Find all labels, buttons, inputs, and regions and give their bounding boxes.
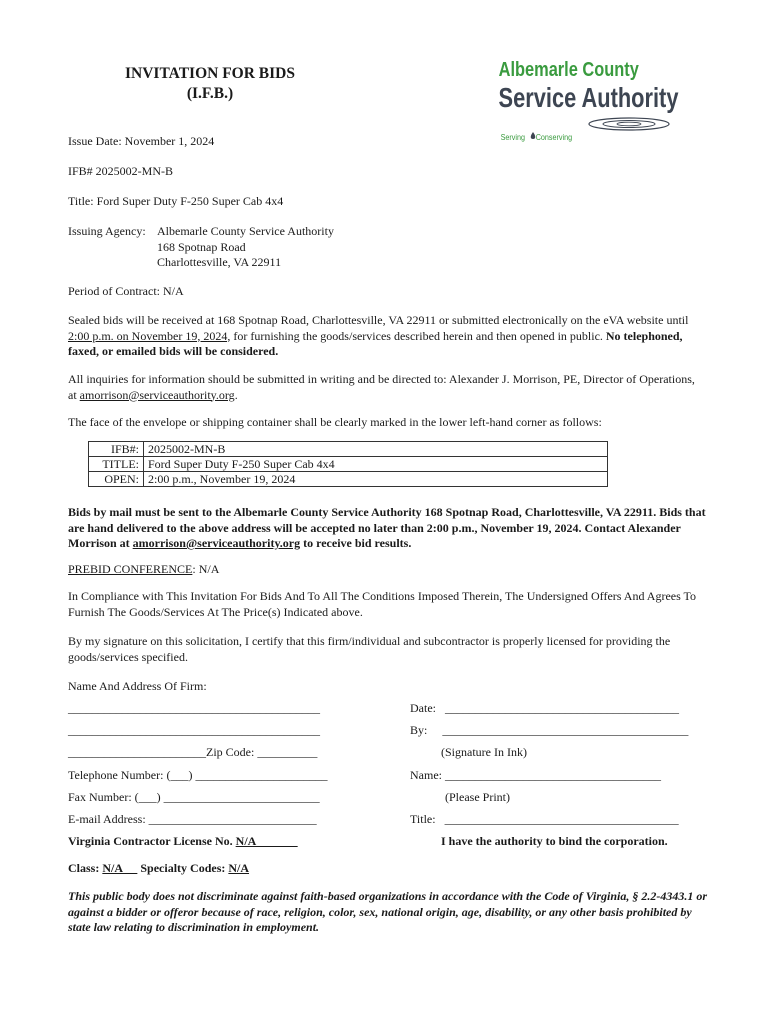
title-field[interactable]: Title: _______________________________________ [410,812,679,826]
logo-tagline-left: Serving [500,132,526,143]
specialty-label: Specialty Codes: [137,861,229,875]
table-row [89,472,608,487]
by-signature-field[interactable]: By: _________________________________________ [410,723,689,737]
row-label: OPEN: [89,472,144,487]
table-row [89,457,608,472]
compliance-paragraph: In Compliance with This Invitation For Bids And To All The Conditions Imposed Therein, The Undersigned Offers And Agrees To Furnish The Goods/Services At The Price(s) Indicated above. [68,589,697,619]
zip-code-field[interactable]: _______________________Zip Code: __________ [68,745,318,759]
sealed-bids-paragraph [68,313,708,360]
firm-address-line-1[interactable]: __________________________________________ [68,701,320,715]
prebid-conference [68,562,219,578]
mail-text: Bids by mail must be sent to the Albemarle County Service Authority 168 Spotnap Road, Charlottesville, VA 22911. Bids that are hand delivered to the above address will be accepted no later than 2:00 p.m., November 19, 2024. Contact Alexander Morrison at [68,505,706,550]
prebid-value: : N/A [192,562,220,576]
certify-paragraph: By my signature on this solicitation, I certify that this firm/individual and subcontractor is properly licensed for providing the goods/services specified. [68,634,671,664]
inquiries-email-link[interactable]: amorrison@serviceauthority.org [79,387,235,402]
document-title [100,64,320,104]
sealed-deadline: 2:00 p.m. on November 19, 2024, [68,328,231,343]
class-value[interactable]: N/A [102,861,138,875]
inquiries-paragraph [68,372,698,403]
class-label: Class: [68,861,103,875]
agency-label: Issuing Agency: [68,224,146,238]
albemarle-logo [497,52,687,144]
non-discrimination-disclaimer: This public body does not discriminate against faith-based organizations in accordance with the Code of Virginia, § 2.2-4343.1 or against a bidder or offeror because of race, religion, color, sex, national origin, age, disability, or any other basis prohibited by state law relating to discrimination in employment. [68,889,708,934]
sealed-text-2: for furnishing the goods/services described herein and then opened in public. [230,328,606,343]
droplet-icon [531,132,536,139]
firm-address-line-2[interactable]: __________________________________________ [68,723,320,737]
contractor-license [68,834,298,850]
sealed-warning: No telephoned, faxed, or emailed bids will be considered. [68,328,683,358]
envelope-intro: The face of the envelope or shipping container shall be clearly marked in the lower left-hand corner as follows: [68,415,602,429]
logo-tagline-right: Conserving [535,132,573,143]
row-value: Ford Super Duty F-250 Super Cab 4x4 [144,457,608,472]
fax-field[interactable]: Fax Number: (___) __________________________ [68,790,320,804]
name-field[interactable]: Name: ____________________________________ [410,768,661,782]
ifb-number: IFB# 2025002-MN-B [68,164,174,178]
agency-name: Albemarle County Service Authority [157,224,334,238]
print-hint: (Please Print) [445,790,510,804]
date-field[interactable]: Date: _______________________________________ [410,701,679,715]
agency-city: Charlottesville, VA 22911 [157,255,282,269]
period-of-contract: Period of Contract: N/A [68,284,184,298]
row-label: IFB#: [89,442,144,457]
inquiries-end: . [234,387,238,402]
table-row [89,442,608,457]
agency-street: 168 Spotnap Road [157,239,246,254]
license-value[interactable]: N/A [235,834,298,848]
row-value: 2:00 p.m., November 19, 2024 [144,472,608,487]
envelope-marking-table [88,441,608,487]
row-value: 2025002-MN-B [144,442,608,457]
email-field[interactable]: E-mail Address: ____________________________ [68,812,317,826]
telephone-field[interactable]: Telephone Number: (___) ______________________ [68,768,328,782]
title-line-1: INVITATION FOR BIDS [125,65,295,82]
logo-line-2: Service Authority [498,82,679,114]
mail-email-link[interactable]: amorrison@serviceauthority.org [132,536,301,550]
agency-address [157,224,334,271]
logo-line-1: Albemarle County [498,57,639,81]
firm-name-address-label: Name And Address Of Firm: [68,679,207,693]
inquiries-text: All inquiries for information should be submitted in writing and be directed to: Alexander J. Morrison, PE, Director of Operations, at [68,372,695,402]
title-line-2: (I.F.B.) [186,85,234,102]
issue-date: Issue Date: November 1, 2024 [68,134,215,148]
mail-end: to receive bid results. [300,536,412,550]
sealed-text-1: Sealed bids will be received at 168 Spotnap Road, Charlottesville, VA 22911 or submitted electronically on the eVA website until [68,313,689,327]
mail-paragraph [68,505,708,552]
bid-title: Title: Ford Super Duty F-250 Super Cab 4x4 [68,194,284,208]
prebid-label: PREBID CONFERENCE [68,562,193,576]
row-label: TITLE: [89,457,144,472]
class-specialty-line [68,861,249,877]
signature-hint: (Signature In Ink) [441,745,527,759]
authority-statement: I have the authority to bind the corporation. [441,834,668,848]
specialty-value[interactable]: N/A [228,861,250,875]
license-label: Virginia Contractor License No. [68,834,236,848]
